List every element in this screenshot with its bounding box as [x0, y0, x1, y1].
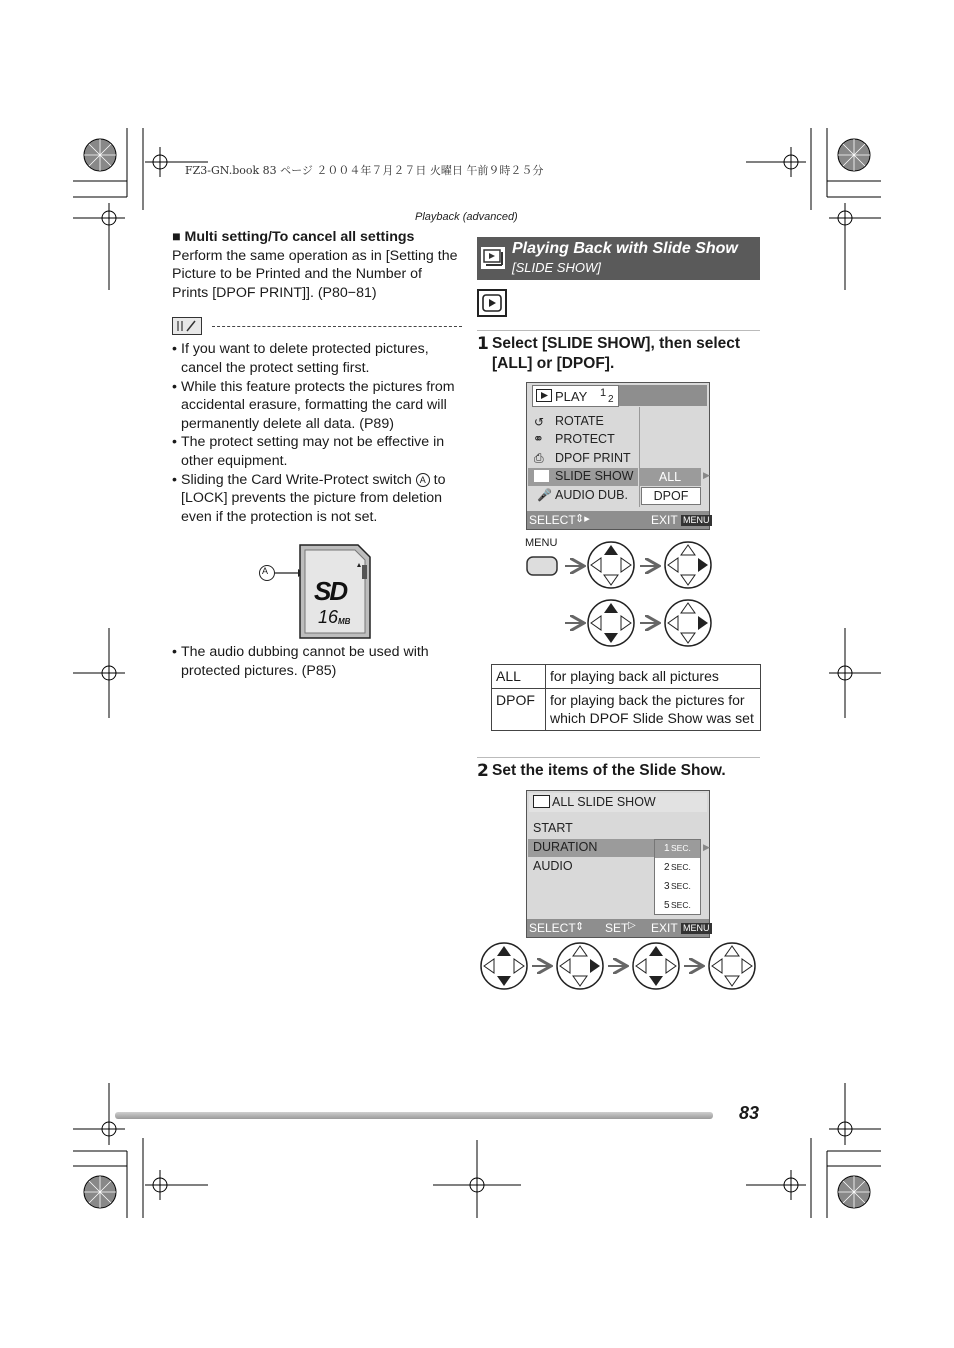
lcd1-scroll-arrow-icon: ▶ [703, 470, 710, 480]
sd-card-illustration [258, 543, 373, 641]
lcd-slide-show-settings [526, 790, 710, 938]
rotate-icon: ↺ [534, 415, 545, 429]
menu-button-label: MENU [525, 537, 558, 549]
bullet-item: • If you want to delete protected pictures, cancel the protect setting first. [172, 340, 462, 377]
sd-label-a: A [262, 566, 269, 576]
lcd1-item-protect[interactable]: ⚭ PROTECT [533, 431, 615, 446]
lcd1-option-all[interactable]: ALL [639, 468, 701, 486]
lcd1-footer-select: SELECT [529, 513, 576, 527]
play-icon [536, 389, 552, 402]
lcd1-title-tab [532, 385, 619, 407]
lcd1-option-dpof[interactable]: DPOF [641, 487, 701, 505]
updown-arrows-icon: ⇕▸ [575, 513, 590, 525]
lcd1-item-slide-show[interactable]: SLIDE SHOW [528, 468, 638, 486]
step-1 [477, 334, 760, 374]
lcd2-footer-exit: EXIT [651, 921, 678, 935]
print-header: FZ3-GN.book 83 ページ ２００４年７月２７日 火曜日 午前９時２５分 [185, 164, 544, 177]
bullet-item-lock: • Sliding the Card Write-Protect switch A to [LOCK] prevents the picture from deletion even if the protection is not set. [172, 471, 462, 527]
cursor-pad-down [481, 943, 527, 989]
playback-mode-icon [477, 289, 507, 317]
note-icon [172, 317, 202, 335]
lcd1-title-bar [619, 385, 707, 406]
lcd2-item-duration[interactable]: DURATION [528, 839, 654, 857]
page-footer-bar [115, 1112, 713, 1119]
cursor-pad-up-down [633, 943, 679, 989]
step-2-text: Set the items of the Slide Show. [492, 762, 726, 779]
note-bullets [172, 340, 462, 526]
banner-subtitle: [SLIDE SHOW] [512, 260, 601, 275]
duration-option[interactable]: 5 SEC. [664, 900, 691, 911]
key-icon: ⚭ [533, 431, 544, 446]
banner-title: Playing Back with Slide Show [512, 240, 738, 257]
bullet-item: • While this feature protects the pictures from accidental erasure, formatting the card will permanently delete all data. (P89) [172, 378, 462, 434]
lcd2-footer-set: SET [605, 921, 629, 935]
duration-option[interactable]: 1 SEC. [655, 840, 700, 858]
step-2-number: 2 [477, 761, 489, 781]
slideshow-icon [533, 795, 550, 808]
cursor-pad-right [665, 600, 711, 646]
cursor-pad-left [709, 943, 755, 989]
slideshow-icon [534, 470, 549, 482]
lcd2-scroll-arrow-icon: ▶ [703, 842, 710, 852]
menu-tag: MENU [683, 515, 710, 525]
section-header: Playback (advanced) [415, 211, 518, 223]
lcd2-item-start[interactable]: START [533, 821, 573, 835]
right-arrow-icon: ▷ [628, 920, 636, 931]
lcd1-item-dpof-print[interactable]: ⎙ DPOF PRINT [534, 451, 631, 465]
sd-unit: MB [338, 617, 351, 626]
lcd1-footer [527, 511, 709, 529]
lcd2-footer [527, 919, 709, 937]
section-banner [477, 237, 760, 280]
button-sequence-2 [476, 940, 760, 994]
bullet-item: • The audio dubbing cannot be used with protected pictures. (P85) [172, 643, 462, 680]
lcd1-footer-exit: EXIT [651, 513, 678, 527]
step-2 [477, 761, 760, 781]
lcd1-title: PLAY [555, 389, 588, 404]
multi-heading: ■ Multi setting/To cancel all settings [172, 229, 415, 245]
sd-logo: SD [314, 576, 347, 606]
cursor-pad-right [557, 943, 603, 989]
rule-2 [477, 757, 760, 758]
option-table [491, 664, 761, 731]
table-desc: for playing back all pictures [546, 665, 761, 689]
lcd2-duration-list [654, 839, 701, 915]
table-key: ALL [492, 665, 546, 689]
lcd2-item-audio[interactable]: AUDIO [533, 859, 573, 873]
table-key: DPOF [492, 688, 546, 730]
lcd2-footer-select: SELECT [529, 921, 576, 935]
lcd-play-menu [526, 382, 710, 530]
microphone-icon: 🎤 [537, 488, 552, 502]
cursor-pad-up [588, 542, 634, 588]
lcd2-title-bar [529, 793, 707, 812]
slideshow-icon [481, 247, 505, 269]
duration-option[interactable]: 3 SEC. [664, 881, 691, 892]
lcd1-page-den: 2 [608, 394, 614, 405]
marker-a: A [416, 473, 430, 487]
left-column [172, 228, 462, 526]
bullet-item: • The protect setting may not be effective in other equipment. [172, 433, 462, 470]
multi-body: Perform the same operation as in [Setting the Picture to be Printed and the Number of Prints [DPOF PRINT]]. (P80−81) [172, 247, 458, 301]
cursor-pad-right [665, 542, 711, 588]
printer-icon: ⎙ [534, 451, 544, 465]
sd-capacity: 16 [318, 607, 339, 627]
note-divider [172, 316, 462, 336]
step-1-number: 1 [477, 334, 489, 354]
step-1-text: Select [SLIDE SHOW], then select [ALL] or [DPOF]. [492, 335, 741, 372]
button-sequence-1 [520, 535, 720, 653]
table-row [492, 665, 761, 689]
lcd1-item-audio-dub[interactable]: 🎤 AUDIO DUB. [537, 488, 628, 502]
lcd1-item-rotate[interactable]: ↺ ROTATE [534, 414, 604, 429]
dashed-rule [212, 326, 462, 327]
page-number: 83 [739, 1103, 760, 1123]
lcd2-title: ALL SLIDE SHOW [552, 795, 656, 809]
updown-arrows-icon: ⇕ [575, 921, 585, 933]
table-desc: for playing back the pictures for which DPOF Slide Show was set [546, 688, 761, 730]
lcd1-page-num: 1 [600, 387, 607, 399]
rule-1 [477, 330, 760, 331]
menu-tag: MENU [683, 923, 710, 933]
audio-dub-note [172, 643, 462, 680]
duration-option[interactable]: 2 SEC. [664, 862, 691, 873]
table-row [492, 688, 761, 730]
cursor-pad-up-down [588, 600, 634, 646]
